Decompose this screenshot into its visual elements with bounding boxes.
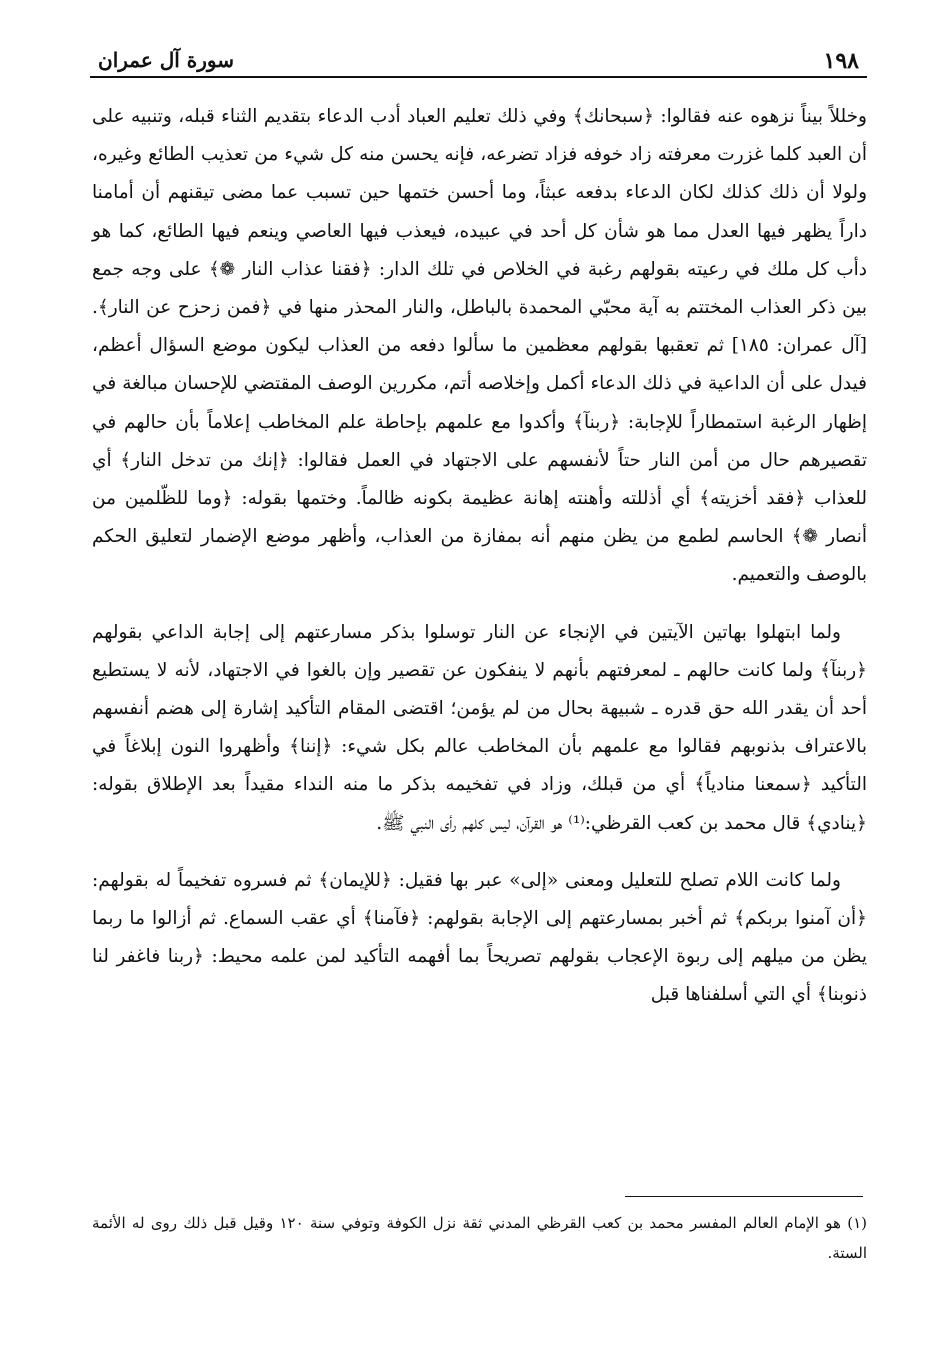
paragraph: ولما كانت اللام تصلح للتعليل ومعنى «إلى» عبر بها فقيل: ﴿للإيمان﴾ ثم فسروه تفخيماً له بقولهم: ﴿أن آمنوا بربكم﴾ ثم أخبر بمسارعتهم إلى الإجابة بقولهم: ﴿فآمنا﴾ أي عقب السماع. ثم أزالوا ما ربما يظن من ميلهم إلى ربوة الإعجاب بقولهم تصريحاً بما أفهمه التأكيد لمن علمه محيط: ﴿ربنا فاغفر لنا ذنوبنا﴾ أي التي أسلفناها قبل [92, 869, 867, 1006]
page-header [90, 42, 867, 78]
paragraph: وخللاً بيناً نزهوه عنه فقالوا: ﴿سبحانك﴾ وفي ذلك تعليم العباد أدب الدعاء بتقديم الثناء قبله، وتنبيه على أن العبد كلما غزرت معرفته زاد خوفه فزاد تضرعه، فإنه يحسن منه كل شيء من تعذيب الطائع وغيره، ولولا أن ذلك كذلك لكان الدعاء بدفعه عبثاً، وما أحسن ختمها حين تسبب عما مضى تيقنهم أن أمامنا داراً يظهر فيها العدل مما هو شأن كل أحد في عبيده، فيعذب فيها العاصي وينعم فيها الطائع، كما هو دأب كل ملك في رعيته بقولهم رغبة في الخلاص في تلك الدار: ﴿فقنا عذاب النار ❁﴾ على وجه جمع بين ذكر العذاب المختتم به آية محبّي المحمدة بالباطل، والنار المحذر منها في ﴿فمن زحزح عن النار﴾. [آل عمران: ١٨٥] ثم تعقبها بقولهم معظمين ما سألوا دفعه من العذاب ليكون موضع السؤال أعظم، فيدل على أن الداعية في ذلك الدعاء أكمل وإخلاصه أتم، مكررين الوصف المقتضي للإحسان مبالغة في إظهار الرغبة استمطاراً للإجابة: ﴿ربنآ﴾ وأكدوا مع علمهم بإحاطة علم المخاطب إعلاماً بأن حالهم في تقصيرهم حال من أمن النار حتاً لأنفسهم على الاجتهاد في العمل فقالوا: ﴿إنك من تدخل النار﴾ أي للعذاب ﴿فقد أخزيته﴾ أي أذللته وأهنته إهانة عظيمة بكونه ظالماً. وختمها بقوله: ﴿وما للظّلمين من أنصار ❁﴾ الحاسم لطمع من يظن منهم أنه بمفازة من العذاب، وأظهر موضع الإضمار لتعليق الحكم بالوصف والتعميم. [92, 106, 867, 586]
page-number: ١٩٨ [823, 48, 859, 74]
footnote-text: هو الإمام العالم المفسر محمد بن كعب القرظي المدني ثقة نزل الكوفة وتوفي سنة ١٢٠ وقيل قبل ذلك روى له الأئمة الستة. [92, 1214, 867, 1262]
surah-title: سورة آل عمران [98, 48, 235, 72]
footnote-line [92, 1208, 867, 1268]
main-text [92, 98, 867, 1015]
paragraph: ولما ابتهلوا بهاتين الآيتين في الإنجاء عن النار توسلوا بذكر مسارعتهم إلى إجابة الداعي بقولهم ﴿ربنآ﴾ ولما كانت حالهم ـ لمعرفتهم بأنهم لا ينفكون عن تقصير وإن بالغوا في الاجتهاد، لأنه لا يستطيع أحد أن يقدر الله حق قدره ـ شبيهة بحال من لم يؤمن؛ اقتضى المقام التأكيد إشارة إلى هضم أنفسهم بالاعتراف بذنوبهم فقالوا مع علمهم بأن المخاطب عالم بكل شيء: ﴿إننا﴾ وأظهروا النون إبلاغاً في التأكيد ﴿سمعنا منادياً﴾ أي من قبلك، وزاد في تفخيمه بذكر ما منه النداء مقيداً بعد الإطلاق بقوله: ﴿ينادي﴾ قال محمد بن كعب القرظي:⁽¹⁾ هو القرآن، ليس كلهم رأى النبي ﷺ. [92, 621, 867, 834]
footnote-divider [625, 1196, 863, 1197]
footnote-marker: (١) [847, 1214, 867, 1232]
header-divider [90, 76, 867, 78]
footnote [92, 1208, 867, 1268]
